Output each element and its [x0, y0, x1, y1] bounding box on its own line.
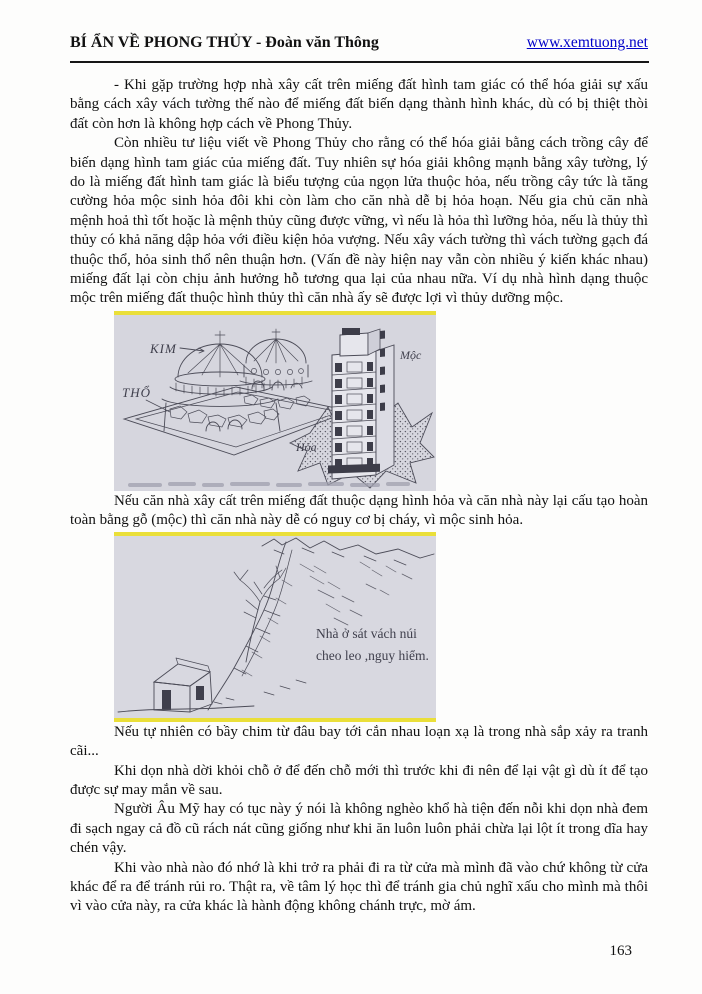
- body-text: [70, 76, 648, 917]
- figure1-label-tho: THỔ: [122, 384, 152, 400]
- paragraph-6: Người Âu Mỹ hay có tục này ý nói là không nghèo khổ hà tiện đến nỗi khi dọn nhà đem đi sạch ngay cả đồ cũ rách nát cũng giống như khi ăn luôn luôn phải chừa lại lột ít trong dĩa hay chén vậy.: [70, 801, 648, 857]
- paragraph-1: - Khi gặp trường hợp nhà xây cất trên miếng đất hình tam giác có thể hóa giải sự xấu bằng cách xây vách tường thế nào để miếng đất biến dạng thành hình khác, dù có bị thiệt thòi đất còn hơn là không hợp cách về Phong Thủy.: [70, 77, 648, 132]
- header-rule: [70, 61, 649, 63]
- cliff-house-illustration: [114, 536, 436, 718]
- figure-cliff-house-sketch: [114, 532, 436, 722]
- five-elements-illustration: [114, 315, 436, 491]
- page-number: 163: [609, 943, 632, 959]
- paragraph-7: Khi vào nhà nào đó nhớ là khi trở ra phải đi ra từ cửa mà mình đã vào chứ không từ cửa khác để ra để tránh rủi ro. Thật ra, về tâm lý học thì để tránh gia chủ nghĩ xấu cho mình mà thôi vì vào cửa này, ra cửa khác là hành động không chánh trực, mờ ám.: [70, 859, 648, 915]
- paragraph-4: Nếu tự nhiên có bầy chim từ đâu bay tới cắn nhau loạn xạ là trong nhà sắp xảy ra tranh cãi...: [70, 723, 648, 760]
- figure1-label-kim: KIM: [150, 340, 177, 356]
- page-header: [70, 34, 648, 52]
- website-link[interactable]: www.xemtuong.net: [526, 34, 648, 51]
- paragraph-3: Nếu căn nhà xây cất trên miếng đất thuộc dạng hình hỏa và căn nhà này lại cấu tạo hoàn toàn bằng gỗ (mộc) thì căn nhà này dễ có nguy cơ bị cháy, vì mộc sinh hỏa.: [70, 492, 648, 529]
- figure2-caption-line2: cheo leo ,nguy hiểm.: [316, 647, 429, 663]
- book-title: BÍ ẨN VỀ PHONG THỦY - Đoàn văn Thông: [70, 34, 379, 51]
- figure1-label-hoa: Hỏa: [296, 439, 317, 454]
- paragraph-2: Còn nhiều tư liệu viết về Phong Thủy cho rằng có thể hóa giải bằng cách trồng cây để biến dạng hình tam giác của miếng đất. Tuy nhiên sự hóa giải không mạnh bằng xây tường, lý do là miếng đất hình tam giác là biểu tượng của ngọn lửa thuộc hỏa, nếu trồng cây tức là tăng cường hỏa mộc sinh hỏa đôi khi còn làm cho căn nhà dễ bị hỏa hoạn. Nếu gia chủ căn nhà mệnh hoả thì tốt hoặc là mệnh thủy cũng được vững, vì nếu là hỏa thì lưỡng hỏa, nếu là thủy thì thủy có khả năng dập hỏa với điều kiện hỏa vượng. Nếu xây vách tường thì vách tường gạch đá thuộc thổ, hỏa sinh thổ nên thuận hơn. (Vấn đề này hiện nay vẫn còn nhiều ý kiến khác nhau) miếng đất lại còn chịu ảnh hưởng hỗ tương qua lại của nhau nữa. Ví dụ nhà hình dạng thuộc mộc trên miếng đất thuộc hình thủy thì căn nhà ấy sẽ được lợi vì thủy dưỡng mộc.: [70, 135, 648, 307]
- figure2-caption-line1: Nhà ở sát vách núi: [316, 625, 417, 641]
- figure1-label-moc: Mộc: [400, 347, 422, 362]
- figure-five-elements-sketch: [114, 311, 436, 491]
- paragraph-5: Khi dọn nhà dời khỏi chỗ ở để đến chỗ mới thì trước khi đi nên để lại vật gì dù ít để tạo được sự may mắn về sau.: [70, 762, 648, 798]
